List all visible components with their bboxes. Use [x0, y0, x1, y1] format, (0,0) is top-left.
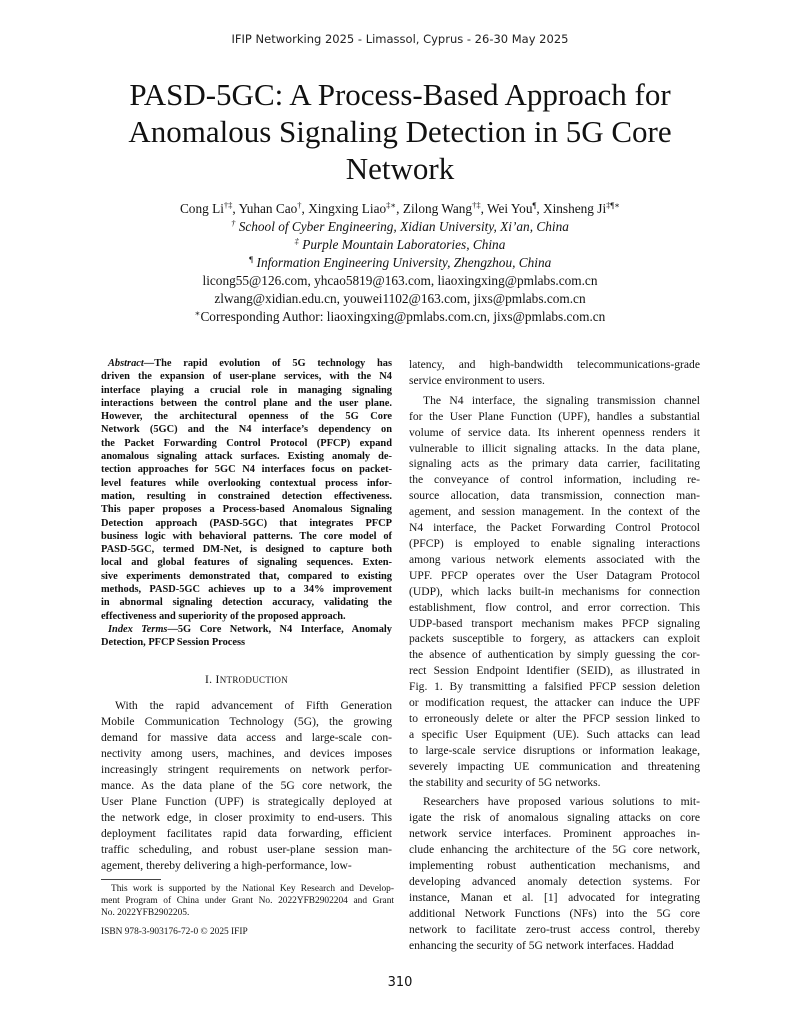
section-number: I. [204, 672, 213, 686]
text-line: (UDP), which lacks built-in mechanisms for connection [409, 584, 700, 598]
text-line: User Plane Function (UPF) is strategically deployed at [101, 794, 392, 808]
text-line: agement, thereby delivering a high-performance, low- [101, 858, 352, 872]
text-line: Mobile Communication Technology (5G), the growing [101, 715, 392, 729]
text-line: tection approaches for 5GC N4 interfaces focus on packet- [101, 464, 392, 476]
text-line: mation, resulting in constrained detection effectiveness. [101, 490, 392, 502]
intro-paragraph [101, 698, 392, 873]
text-line: network service interfaces. Prominent approaches in- [409, 827, 700, 841]
text-line: agement, and session management. In the context of the [409, 505, 700, 519]
text-line: establishment, flow control, and error correction. This [409, 600, 700, 614]
affiliation [0, 236, 800, 254]
email-line: zlwang@xidian.edu.cn, youwei1102@163.com, jixs@pmlabs.com.cn [214, 291, 586, 306]
author-name: Xingxing Liao [308, 201, 387, 216]
affiliation-mark: ‡ [294, 236, 299, 246]
corresponding-author [0, 308, 800, 326]
text-line: clude enhancing the architecture of the 5G core network, [409, 843, 700, 857]
text-line: business logic with behavioral patterns. The core model of [101, 530, 392, 542]
text-line: Detection approach (PASD-5GC) that integrates PFCP [101, 517, 392, 529]
text-line: source allocation, data transmission, connection man- [409, 489, 700, 503]
text-line: signaling acts as the primary data carrier, facilitating [409, 457, 700, 471]
author-name: Yuhan Cao [238, 201, 298, 216]
paragraph [409, 393, 700, 791]
text-line: implementing robust authentication mechanisms, and [409, 859, 700, 873]
text-line: to erroneously delete or alter the PFCP session linked to [409, 711, 700, 725]
author-sep: , [536, 201, 543, 216]
right-column [409, 357, 700, 954]
affiliation-mark: ¶ [248, 254, 254, 264]
text-line: the conveyance of control information, including re- [409, 473, 700, 487]
text-line: volume of service data. Its inherent openness renders it [409, 425, 700, 439]
author-sep: , [480, 201, 487, 216]
text-line: Fig. 1. By transmitting a falsified PFCP session deletion [409, 680, 700, 694]
author-marks: ‡∗ [386, 200, 397, 210]
text-line: packets susceptible to forgery, as attackers can exploit [409, 632, 700, 646]
text-line: nectivity among users, machines, and devices imposes [101, 747, 392, 761]
author-sep: , [232, 201, 239, 216]
affiliation-mark: † [231, 218, 236, 228]
author-sep: , [396, 201, 403, 216]
footnote-rule [101, 879, 161, 880]
text-line: a specific User Equipment (UE). Such attacks can lead [409, 727, 700, 741]
text-line: effectiveness and superiority of the proposed approach. [101, 610, 346, 622]
title-line: Anomalous Signaling Detection in 5G Core [128, 114, 672, 149]
text-line: rect Session Endpoint Identifier (SEID), as illustrated in [409, 664, 700, 678]
text-line: This paper proposes a Process-based Anomalous Signaling [101, 504, 392, 516]
text-line: No. 2022YFB2902205. [101, 908, 190, 918]
author-sep: , [301, 201, 309, 216]
text-line: developing advanced anomaly detection systems. For [409, 875, 700, 888]
footnote [101, 883, 394, 919]
author-block [0, 200, 800, 326]
text-line: traffic scheduling, and robust user-plane session man- [101, 842, 392, 856]
abstract [101, 357, 392, 623]
title-line: Network [345, 151, 455, 186]
page-number: 310 [387, 975, 413, 990]
email-line: licong55@126.com, yhcao5819@163.com, liaoxingxing@pmlabs.com.cn [202, 273, 598, 288]
text-line: vulnerable to illicit signaling attacks. In the data plane, [409, 441, 700, 455]
index-terms [101, 623, 392, 650]
text-line: ment Program of China under Grant No. 2022YFB2902204 and Grant [101, 896, 394, 906]
text-line: in abnormal signaling detection accuracy, validating the [101, 597, 392, 609]
section-title-rest: NTRODUCTION [219, 674, 289, 685]
author-name: Cong Li [179, 201, 224, 216]
author-marks: † [297, 200, 302, 210]
text-line: The N4 interface, the signaling transmission channel [423, 393, 700, 407]
text-line: the stability and security of 5G networks. [409, 775, 601, 789]
text-line: UPF. PFCP operates over the User Datagram Protocol [409, 568, 700, 582]
text-line: Researchers have proposed various solutions to mit- [423, 795, 700, 809]
text-line: enhancing the security of 5G network interfaces. Haddad [409, 938, 674, 952]
abstract-label: Abstract [108, 358, 144, 369]
index-terms-label: Index Terms [108, 623, 168, 635]
text-line: deployment facilitates rapid data forwarding, efficient [101, 826, 392, 840]
text-line: or modification request, the attacker can induce the UPF [409, 696, 700, 710]
text-line: additional Network Functions (NFs) into the 5G core [409, 906, 700, 920]
text-line: UDP-based transport mechanism makes PFCP signaling [409, 616, 700, 630]
text-line: the absence of authentication by simply guessing the cor- [409, 648, 700, 662]
author-marks: †‡ [223, 200, 233, 210]
section-title-initial: I [215, 672, 220, 686]
author-marks: †‡ [472, 200, 481, 210]
affiliation [0, 218, 800, 236]
left-column [101, 357, 392, 873]
text-line: severely impacting UE communication and threatening [409, 759, 700, 773]
text-line: sive experiments demonstrated that, compared to existing [101, 570, 392, 582]
corresponding-text: Corresponding Author: liaoxingxing@pmlabs.com.cn, jixs@pmlabs.com.cn [200, 309, 606, 324]
author-name: Zilong Wang [402, 201, 473, 216]
text-line: Detection, PFCP Session Process [101, 637, 246, 649]
text-line: anomalous signaling attack surfaces. Existing anomaly de- [101, 451, 392, 463]
text-line: local and global features of signaling sequences. Exten- [101, 557, 392, 569]
text-line: mance. As the data plane of the 5G core network, the [101, 778, 392, 792]
text-line: Index Terms—5G Core Network, N4 Interface, Anomaly [108, 623, 392, 635]
text-line: methods, PASD-5GC achieves up to a 34% improvement [101, 584, 392, 596]
corresponding-mark: ∗ [194, 308, 201, 318]
paper-title [60, 76, 740, 187]
text-line: increasingly stringent requirements on network perfor- [101, 763, 392, 777]
text-line: the Packet Forwarding Control Protocol (PFCP) expand [101, 437, 392, 449]
text-line: However, the architectural openness of the 5G Core [101, 411, 392, 423]
text-line: Network (5GC) and the N4 interface’s dependency on [101, 424, 392, 436]
text-line: network to facilitate zero-trust access control, thereby [409, 922, 700, 936]
author-list [0, 200, 800, 218]
author-marks: ¶ [532, 200, 537, 210]
text-line: (PFCP) is employed to enable signaling interactions [409, 536, 700, 550]
paragraph [409, 357, 700, 389]
isbn-line: ISBN 978-3-903176-72-0 © 2025 IFIP [101, 927, 248, 937]
text-line: igate the risk of anomalous signaling attacks on core [409, 811, 700, 825]
affiliation-text: School of Cyber Engineering, Xidian University, Xi’an, China [238, 219, 569, 234]
text-line: service environment to users. [409, 373, 545, 387]
text-line: to large-scale service disruptions or information leakage, [409, 743, 700, 757]
text-line: N4 interface, the Packet Forwarding Control Protocol [409, 521, 700, 535]
text-line: Abstract—The rapid evolution of 5G technology has [108, 358, 392, 369]
text-line: the network edge, in closer proximity to end-users. This [101, 810, 392, 824]
text-line: This work is supported by the National Key Research and Develop- [111, 884, 394, 894]
text-line: interface playing a crucial role in managing signaling [101, 384, 392, 396]
section-heading [101, 672, 392, 689]
conference-header: IFIP Networking 2025 - Limassol, Cyprus - 26-30 May 2025 [231, 32, 569, 46]
text-line: among various network elements associated with the [409, 552, 700, 566]
text-line: interactions between the control plane and the user plane. [101, 397, 392, 409]
affiliation-text: Information Engineering University, Zhengzhou, China [256, 255, 552, 270]
text-line: instance, Manan et al. [1] advocated for integrating [409, 890, 700, 904]
affiliation [0, 254, 800, 272]
text-line: level features while overlooking contextual process infor- [101, 477, 392, 489]
author-marks: ‡¶∗ [606, 200, 621, 210]
paragraph [409, 794, 700, 953]
text-line: With the rapid advancement of Fifth Generation [115, 699, 392, 713]
author-name: Wei You [486, 201, 533, 216]
text-line: PASD-5GC, termed DM-Net, is designed to capture both [101, 544, 392, 556]
affiliation-text: Purple Mountain Laboratories, China [302, 237, 506, 252]
title-line: PASD-5GC: A Process-Based Approach for [129, 77, 671, 112]
text-line: for the User Plane Function (UPF), handles a substantial [409, 409, 700, 423]
text-line: demand for massive data access and large-scale con- [101, 731, 392, 745]
text-line: latency, and high-bandwidth telecommunications-grade [409, 358, 700, 371]
text-line: driven the expansion of user-plane services, with the N4 [101, 371, 392, 383]
author-name: Xinsheng Ji [542, 201, 607, 216]
